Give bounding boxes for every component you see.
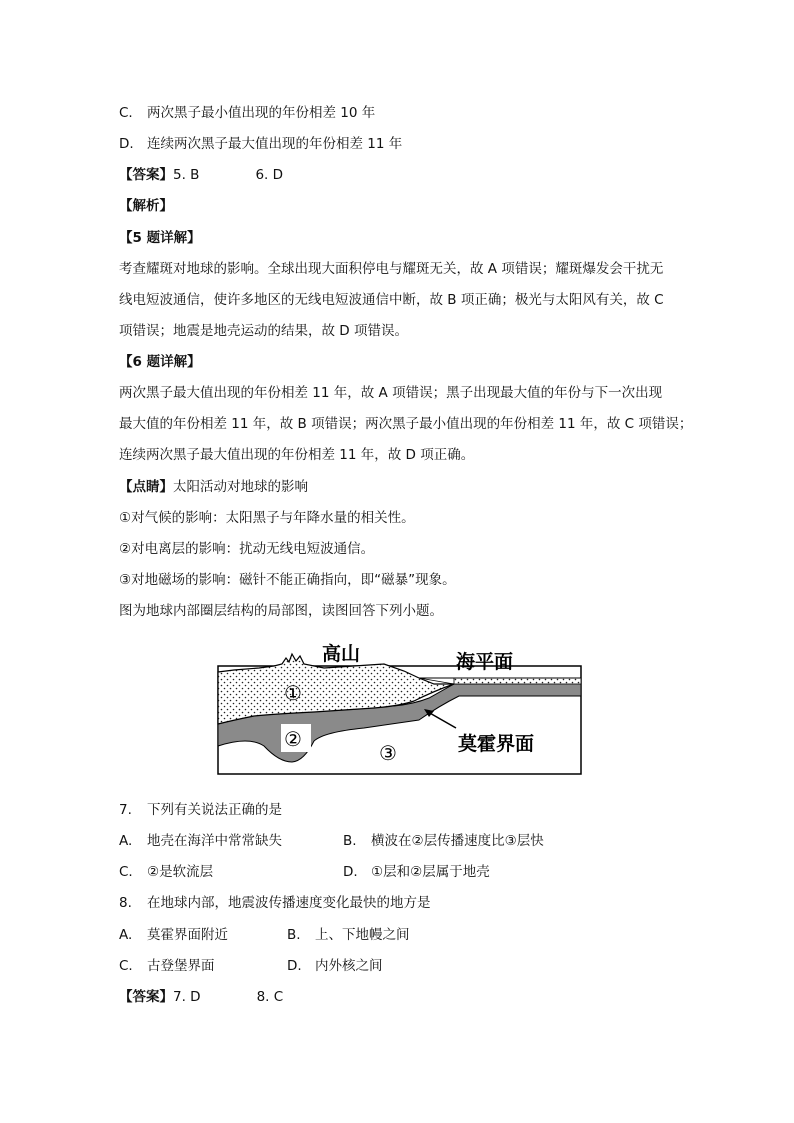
sea-level-label: 海平面 xyxy=(456,651,514,673)
answer-5: 5. B xyxy=(173,167,200,183)
q8-option-d xyxy=(287,956,383,976)
q8-option-a xyxy=(119,925,228,945)
option-text: ②是软流层 xyxy=(147,864,214,880)
tip-heading xyxy=(119,477,308,497)
tip-tag: 【点睛】 xyxy=(119,479,173,495)
layer3-label: ③ xyxy=(379,741,397,765)
q5-detail-line: 考查耀斑对地球的影响。全球出现大面积停电与耀斑无关，故 A 项错误；耀斑爆发会干扰无 xyxy=(119,261,664,277)
option-text: ①层和②层属于地壳 xyxy=(371,864,490,880)
q6-option-c xyxy=(119,103,375,123)
answer-tag: 【答案】 xyxy=(119,167,173,183)
answer-5-6 xyxy=(119,165,283,185)
q7-stem xyxy=(119,800,282,820)
question-number: 8. xyxy=(119,895,132,911)
option-text: 内外核之间 xyxy=(315,958,383,974)
q7-option-b xyxy=(343,831,544,851)
option-text: 两次黑子最小值出现的年份相差 10 年 xyxy=(147,105,376,121)
option-label: A. xyxy=(119,927,133,943)
q5-detail-line: 项错误；地震是地壳运动的结果，故 D 项错误。 xyxy=(119,323,408,339)
q6-detail-line: 两次黑子最大值出现的年份相差 11 年，故 A 项错误；黑子出现最大值的年份与下一次出现 xyxy=(119,385,663,401)
question-number: 7. xyxy=(119,802,132,818)
option-label: D. xyxy=(287,958,302,974)
moho-label: 莫霍界面 xyxy=(458,733,535,755)
option-label: C. xyxy=(119,958,133,974)
tip-item: ②对电离层的影响：扰动无线电短波通信。 xyxy=(119,541,375,557)
q8-option-c xyxy=(119,956,215,976)
q6-detail-line: 最大值的年份相差 11 年，故 B 项错误；两次黑子最小值出现的年份相差 11 年，故 C 项错误； xyxy=(119,416,693,432)
tip-title: 太阳活动对地球的影响 xyxy=(173,479,308,495)
answer-tag: 【答案】 xyxy=(119,989,173,1005)
mountain-label: 高山 xyxy=(322,643,361,665)
layer1-label: ① xyxy=(284,681,302,705)
q6-detail-tag: 【6 题详解】 xyxy=(119,354,201,370)
option-text: 横波在②层传播速度比③层快 xyxy=(371,833,544,849)
tip-item: ③对地磁场的影响：磁针不能正确指向，即“磁暴”现象。 xyxy=(119,572,456,588)
earth-interior-figure xyxy=(214,636,584,778)
answer-7: 7. D xyxy=(173,989,201,1005)
q5-detail-tag: 【5 题详解】 xyxy=(119,230,201,246)
q6-option-d xyxy=(119,134,402,154)
answer-8: 8. C xyxy=(256,989,284,1005)
option-text: 莫霍界面附近 xyxy=(147,927,228,943)
option-label: D. xyxy=(119,136,134,152)
option-label: A. xyxy=(119,833,133,849)
answer-7-8 xyxy=(119,987,283,1007)
option-text: 地壳在海洋中常常缺失 xyxy=(147,833,282,849)
question-text: 在地球内部，地震波传播速度变化最快的地方是 xyxy=(147,895,431,911)
option-label: D. xyxy=(343,864,358,880)
answer-6: 6. D xyxy=(255,167,284,183)
option-text: 古登堡界面 xyxy=(147,958,215,974)
layer2-label: ② xyxy=(284,727,302,751)
option-text: 上、下地幔之间 xyxy=(315,927,410,943)
q7-option-d xyxy=(343,862,490,882)
analysis-tag: 【解析】 xyxy=(119,198,173,214)
q7-option-c xyxy=(119,862,213,882)
q6-detail-line: 连续两次黑子最大值出现的年份相差 11 年，故 D 项正确。 xyxy=(119,447,475,463)
q8-stem xyxy=(119,893,431,913)
ocean-crust xyxy=(454,678,581,684)
option-label: C. xyxy=(119,105,133,121)
option-label: C. xyxy=(119,864,133,880)
question-text: 下列有关说法正确的是 xyxy=(147,802,282,818)
option-label: B. xyxy=(343,833,357,849)
option-label: B. xyxy=(287,927,301,943)
option-text: 连续两次黑子最大值出现的年份相差 11 年 xyxy=(147,136,403,152)
q5-detail-line: 线电短波通信，使许多地区的无线电短波通信中断，故 B 项正确；极光与太阳风有关，故 C xyxy=(119,292,664,308)
q7-option-a xyxy=(119,831,282,851)
q8-option-b xyxy=(287,925,410,945)
tip-item: ①对气候的影响：太阳黑子与年降水量的相关性。 xyxy=(119,510,415,526)
figure-intro: 图为地球内部圈层结构的局部图，读图回答下列小题。 xyxy=(119,603,443,619)
